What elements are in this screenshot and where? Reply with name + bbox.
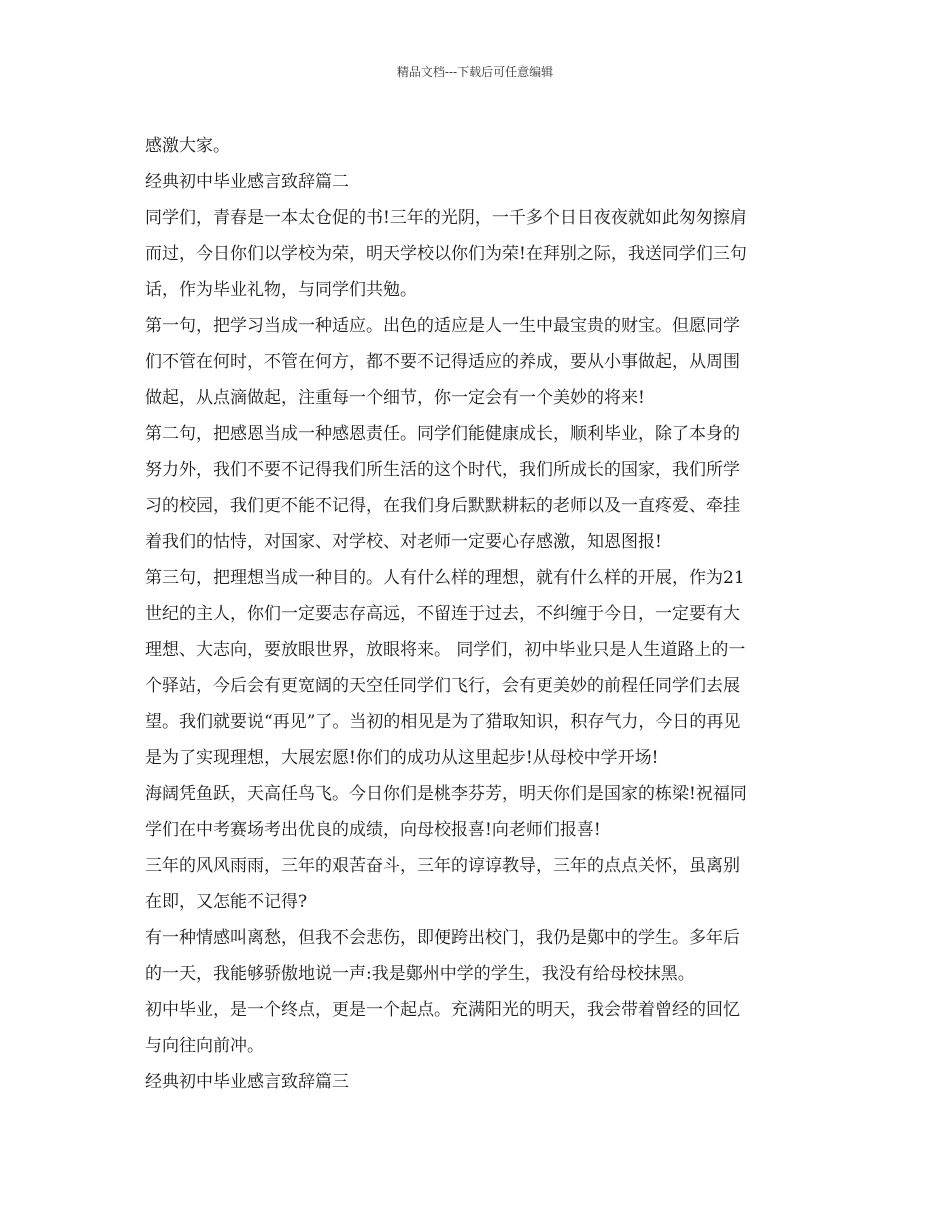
text-line: 话，作为毕业礼物，与同学们共勉。 <box>145 280 417 300</box>
text-line: 第二句，把感恩当成一种感恩责任。同学们能健康成长，顺利毕业，除了本身的 <box>145 424 740 444</box>
text-line: 努力外，我们不要不记得我们所生活的这个时代，我们所成长的国家，我们所学 <box>145 460 740 480</box>
text-line: 同学们，青春是一本太仓促的书!三年的光阴，一千多个日日夜夜就如此匆匆擦肩 <box>145 208 747 228</box>
text-line: 是为了实现理想，大展宏愿!你们的成功从这里起步!从母校中学开场! <box>145 748 659 768</box>
text-line: 初中毕业，是一个终点，更是一个起点。充满阳光的明天，我会带着曾经的回忆 <box>145 1000 740 1020</box>
text-line: 与向往向前冲。 <box>145 1036 264 1056</box>
text-line: 习的校园，我们更不能不记得，在我们身后默默耕耘的老师以及一直疼爱、牵挂 <box>145 496 740 516</box>
text-line: 学们在中考赛场考出优良的成绩，向母校报喜!向老师们报喜! <box>145 820 601 840</box>
text-line: 有一种情感叫离愁，但我不会悲伤，即便跨出校门，我仍是鄚中的学生。多年后 <box>145 928 740 948</box>
text-line: 海阔凭鱼跃，天高任鸟飞。今日你们是桃李芬芳，明天你们是国家的栋梁!祝福同 <box>145 784 747 804</box>
text-line: 做起，从点滴做起，注重每一个细节，你一定会有一个美妙的将来! <box>145 388 645 408</box>
text-line: 第一句，把学习当成一种适应。出色的适应是人一生中最宝贵的财宝。但愿同学 <box>145 316 740 336</box>
text-line: 的一天，我能够骄傲地说一声:我是鄚州中学的学生，我没有给母校抹黑。 <box>145 964 695 984</box>
text-line: 个驿站，今后会有更宽阔的天空任同学们飞行，会有更美妙的前程任同学们去展 <box>145 676 740 696</box>
page-header: 精品文档---下载后可任意编辑 <box>396 65 554 79</box>
text-line: 感激大家。 <box>145 136 230 156</box>
text-line: 第三句，把理想当成一种目的。人有什么样的理想，就有什么样的开展，作为21 <box>145 568 745 588</box>
text-line: 三年的风风雨雨，三年的艰苦奋斗，三年的谆谆教导，三年的点点关怀，虽离别 <box>145 856 740 876</box>
text-line: 世纪的主人，你们一定要志存高远，不留连于过去，不纠缠于今日，一定要有大 <box>145 604 740 624</box>
text-line: 理想、大志向，要放眼世界，放眼将来。 同学们，初中毕业只是人生道路上的一 <box>145 640 746 660</box>
section-heading: 经典初中毕业感言致辞篇二 <box>145 172 349 192</box>
text-line: 们不管在何时，不管在何方，都不要不记得适应的养成，要从小事做起，从周围 <box>145 352 740 372</box>
document-body <box>145 128 810 1100</box>
text-line: 望。我们就要说“再见”了。当初的相见是为了猎取知识，积存气力，今日的再见 <box>145 712 741 732</box>
text-line: 在即，又怎能不记得? <box>145 892 308 912</box>
section-heading: 经典初中毕业感言致辞篇三 <box>145 1072 349 1092</box>
text-line: 着我们的怙恃，对国家、对学校、对老师一定要心存感激，知恩图报! <box>145 532 662 552</box>
text-line: 而过，今日你们以学校为荣，明天学校以你们为荣!在拜别之际，我送同学们三句 <box>145 244 747 264</box>
